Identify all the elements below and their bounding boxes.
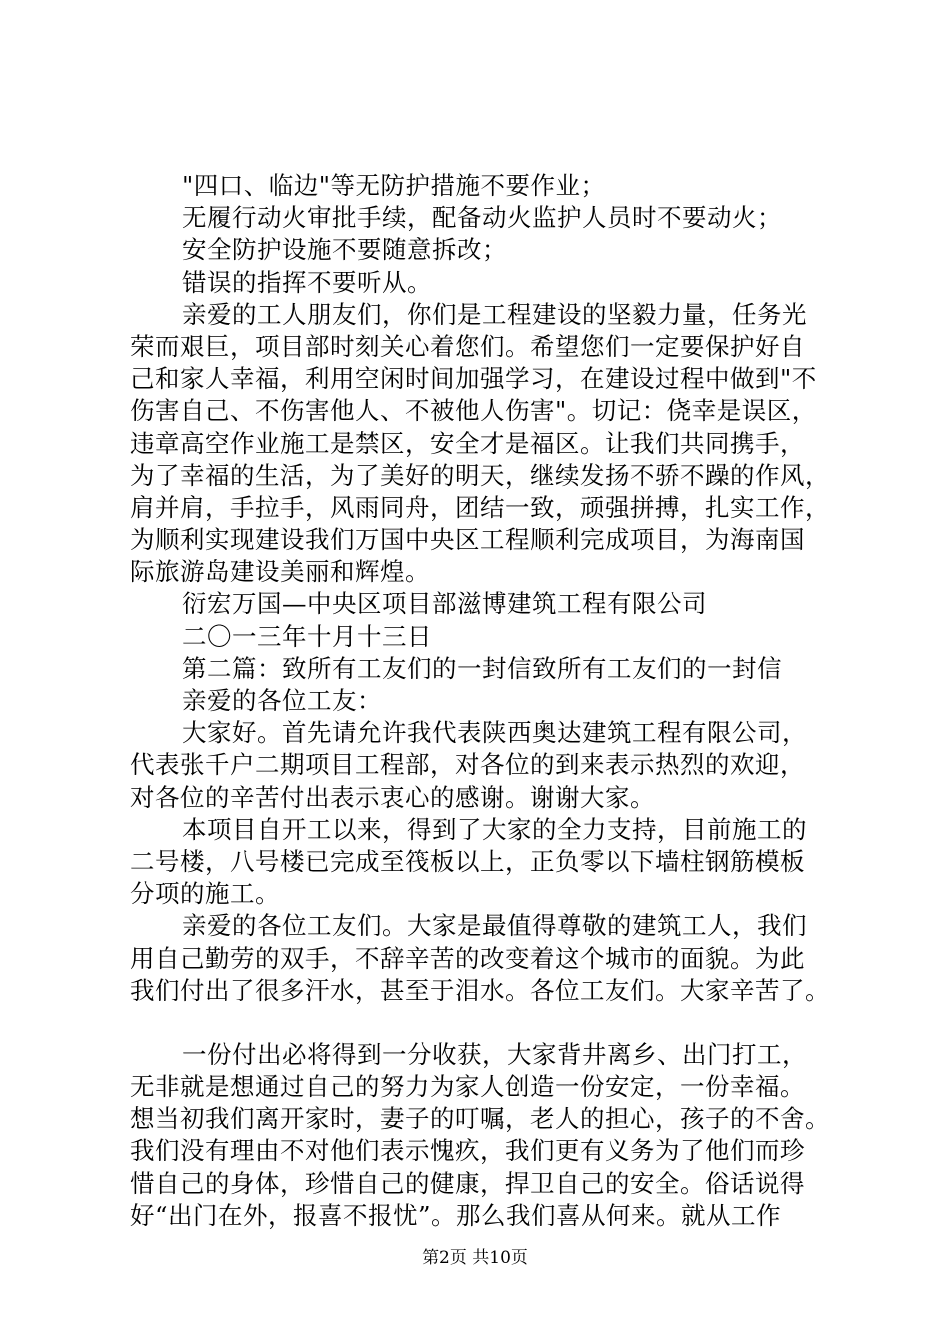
page-number-footer: 第2页 共10页 (422, 1248, 528, 1268)
signature-date: 二〇一三年十月十三日 (182, 621, 432, 651)
text-line: 己和家人幸福，利用空闲时间加强学习，在建设过程中做到"不 (130, 364, 817, 394)
text-line: 伤害自己、不伤害他人、不被他人伤害"。切记：侥幸是误区， (130, 396, 817, 426)
text-line: 无非就是想通过自己的努力为家人创造一份安定，一份幸福。 (130, 1072, 805, 1102)
text-line: 错误的指挥不要听从。 (182, 267, 432, 297)
text-line: 荣而艰巨，项目部时刻关心着您们。希望您们一定要保护好自 (130, 331, 805, 361)
text-line: 亲爱的各位工友们。大家是最值得尊敬的建筑工人，我们 (182, 911, 807, 941)
text-line: 我们没有理由不对他们表示愧疚，我们更有义务为了他们而珍 (130, 1136, 805, 1166)
salutation: 亲爱的各位工友： (182, 686, 382, 715)
section-heading: 第二篇：致所有工友们的一封信致所有工友们的一封信 (182, 653, 782, 683)
text-line: 一份付出必将得到一分收获，大家背井离乡、出门打工， (182, 1039, 807, 1069)
text-line: 对各位的辛苦付出表示衷心的感谢。谢谢大家。 (130, 782, 655, 812)
text-line: 际旅游岛建设美丽和辉煌。 (130, 557, 430, 587)
text-line: 惜自己的身体，珍惜自己的健康，捍卫自己的安全。俗话说得 (130, 1168, 805, 1198)
blank-line (130, 1007, 850, 1039)
text-line: 亲爱的工人朋友们，你们是工程建设的坚毅力量，任务光 (182, 299, 807, 329)
text-line: 代表张千户二期项目工程部，对各位的到来表示热烈的欢迎， (130, 750, 805, 780)
text-line: 无履行动火审批手续，配备动火监护人员时不要动火； (182, 203, 782, 233)
text-line: 二号楼，八号楼已完成至筏板以上，正负零以下墙柱钢筋模板 (130, 846, 805, 876)
text-line: 本项目自开工以来，得到了大家的全力支持，目前施工的 (182, 814, 807, 844)
text-line: 大家好。首先请允许我代表陕西奥达建筑工程有限公司， (182, 718, 807, 748)
text-line: 为顺利实现建设我们万国中央区工程顺利完成项目，为海南国 (130, 525, 805, 555)
text-line: 肩并肩，手拉手，风雨同舟，团结一致，顽强拼搏，扎实工作， (130, 492, 830, 522)
document-body (130, 170, 850, 1232)
text-line: 想当初我们离开家时，妻子的叮嘱，老人的担心，孩子的不舍。 (130, 1104, 830, 1134)
text-line: 分项的施工。 (130, 879, 280, 909)
signature-org: 衍宏万国—中央区项目部滋博建筑工程有限公司 (182, 589, 707, 619)
text-line: 安全防护设施不要随意拆改； (182, 235, 507, 265)
text-line: 我们付出了很多汗水，甚至于泪水。各位工友们。大家辛苦了。 (130, 975, 830, 1005)
text-line: 好“出门在外，报喜不报忧”。那么我们喜从何来。就从工作 (130, 1200, 782, 1230)
text-line: 违章高空作业施工是禁区，安全才是福区。让我们共同携手， (130, 428, 805, 458)
text-line: 为了幸福的生活，为了美好的明天，继续发扬不骄不躁的作风， (130, 460, 830, 490)
text-line: "四口、临边"等无防护措施不要作业； (182, 171, 606, 200)
text-line: 用自己勤劳的双手，不辞辛苦的改变着这个城市的面貌。为此 (130, 943, 805, 973)
